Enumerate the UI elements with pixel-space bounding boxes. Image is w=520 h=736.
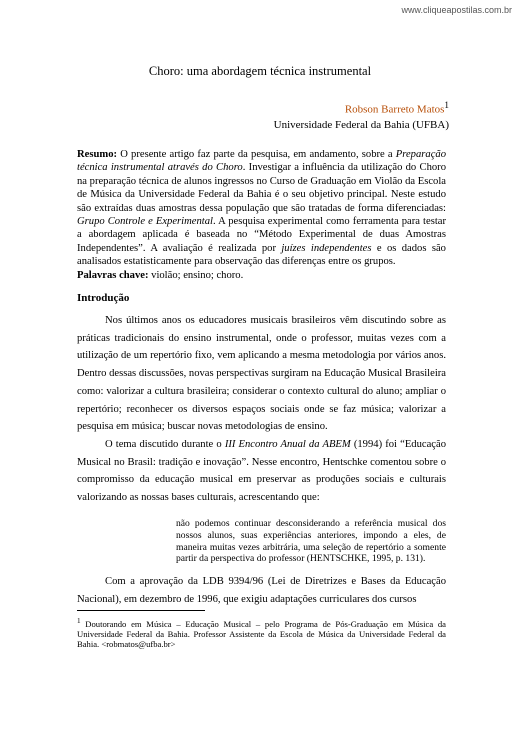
footnote-text: Doutorando em Música – Educação Musical – pelo Programa de Pós-Graduação em Música da Universidade Federal da Bahia. Professor Assistente da Escola de Música da Universidade Federal da Bahia. <robmatos@ufba.br>	[77, 618, 446, 650]
paragraph-2-text-2: (1994) foi “Educação Musical no Brasil: tradição e inovação”. Nesse encontro, Hentschke comentou sobre o compromisso da educação musical em preservar as produções sociais e culturais valorizando as nossas bases culturais, acrescentando que:	[77, 439, 446, 504]
author-line	[274, 98, 449, 118]
author-name: Robson Barreto Matos	[344, 103, 445, 116]
abstract-text-4: e os dados são analisados estatisticamente para observação das diferenças entre os grupos.	[77, 242, 446, 268]
paragraph-2	[77, 436, 446, 507]
keywords-text: violão; ensino; choro.	[148, 269, 244, 281]
abstract-italic-1: Preparação técnica instrumental através do Choro	[77, 149, 446, 174]
author-affiliation: Universidade Federal da Bahia (UFBA)	[273, 118, 449, 131]
paragraph-3	[77, 573, 446, 608]
section-heading-introducao: Introdução	[77, 292, 130, 304]
author-block	[274, 98, 449, 133]
paragraph-1-text: Nos últimos anos os educadores musicais brasileiros vêm discutindo sobre as práticas tradicionais do ensino instrumental, onde o professor, muitas vezes com a utilização de um repertório fixo, vem aplicando a mesma metodologia por vários anos. Dentro dessas discussões, novas perspectivas surgiram na Educação Musical Brasileira como: valorizar a cultura brasileira; considerar o contexto cultural do aluno; ampliar o repertório; reconhecer os diversos espaços sociais onde se faz música; valorizar a pesquisa em música; buscar novas metodologias de ensino.	[77, 315, 446, 433]
paper-title: Choro: uma abordagem técnica instrumental	[148, 64, 372, 78]
keywords	[77, 269, 446, 282]
paragraph-3-text: Com a aprovação da LDB 9394/96 (Lei de Diretrizes e Bases da Educação Nacional), em dezembro de 1996, que exigiu adaptações curriculares dos cursos	[77, 576, 446, 605]
keywords-label: Palavras chave:	[77, 269, 149, 281]
abstract-text-3: . A pesquisa experimental como ferramenta para testar a abordagem aplicada é baseada no “Método Experimental de duas Amostras Independentes”. A avaliação é realizada por	[77, 216, 446, 254]
abstract-label: Resumo:	[77, 149, 118, 160]
watermark: www.cliqueapostilas.com.br	[401, 5, 512, 15]
paragraph-1	[77, 312, 446, 436]
abstract-italic-2: Grupo Controle e Experimental	[77, 216, 213, 228]
footnote-mark: 1	[77, 617, 81, 625]
author-footnote-mark: 1	[444, 100, 449, 110]
block-quote: não podemos continuar desconsiderando a referência musical dos nossos alunos, suas experiências anteriores, impondo a eles, de maneira muitas vezes arbitrária, uma seleção de repertório a somente partir da perspectiva do professor (HENTSCHKE, 1995, p. 131).	[176, 518, 446, 565]
footnote	[77, 616, 446, 650]
footnote-rule	[77, 610, 205, 611]
paragraph-2-text-1: O tema discutido durante o	[105, 439, 225, 450]
abstract	[77, 148, 446, 282]
abstract-italic-3: juízes independentes	[281, 242, 372, 254]
paragraph-2-italic: III Encontro Anual da ABEM	[224, 439, 351, 450]
abstract-text-1: O presente artigo faz parte da pesquisa, em andamento, sobre a	[117, 149, 396, 160]
abstract-text-2: . Investigar a influência da utilização do Choro na preparação técnica de alunos ingressos no Curso de Graduação em Violão da Escola de Música da Universidade Federal da Bahia é o seu objetivo principal. Neste estudo são extraídas duas amostras dessa população que são tratadas de forma diferenciadas:	[77, 162, 446, 214]
